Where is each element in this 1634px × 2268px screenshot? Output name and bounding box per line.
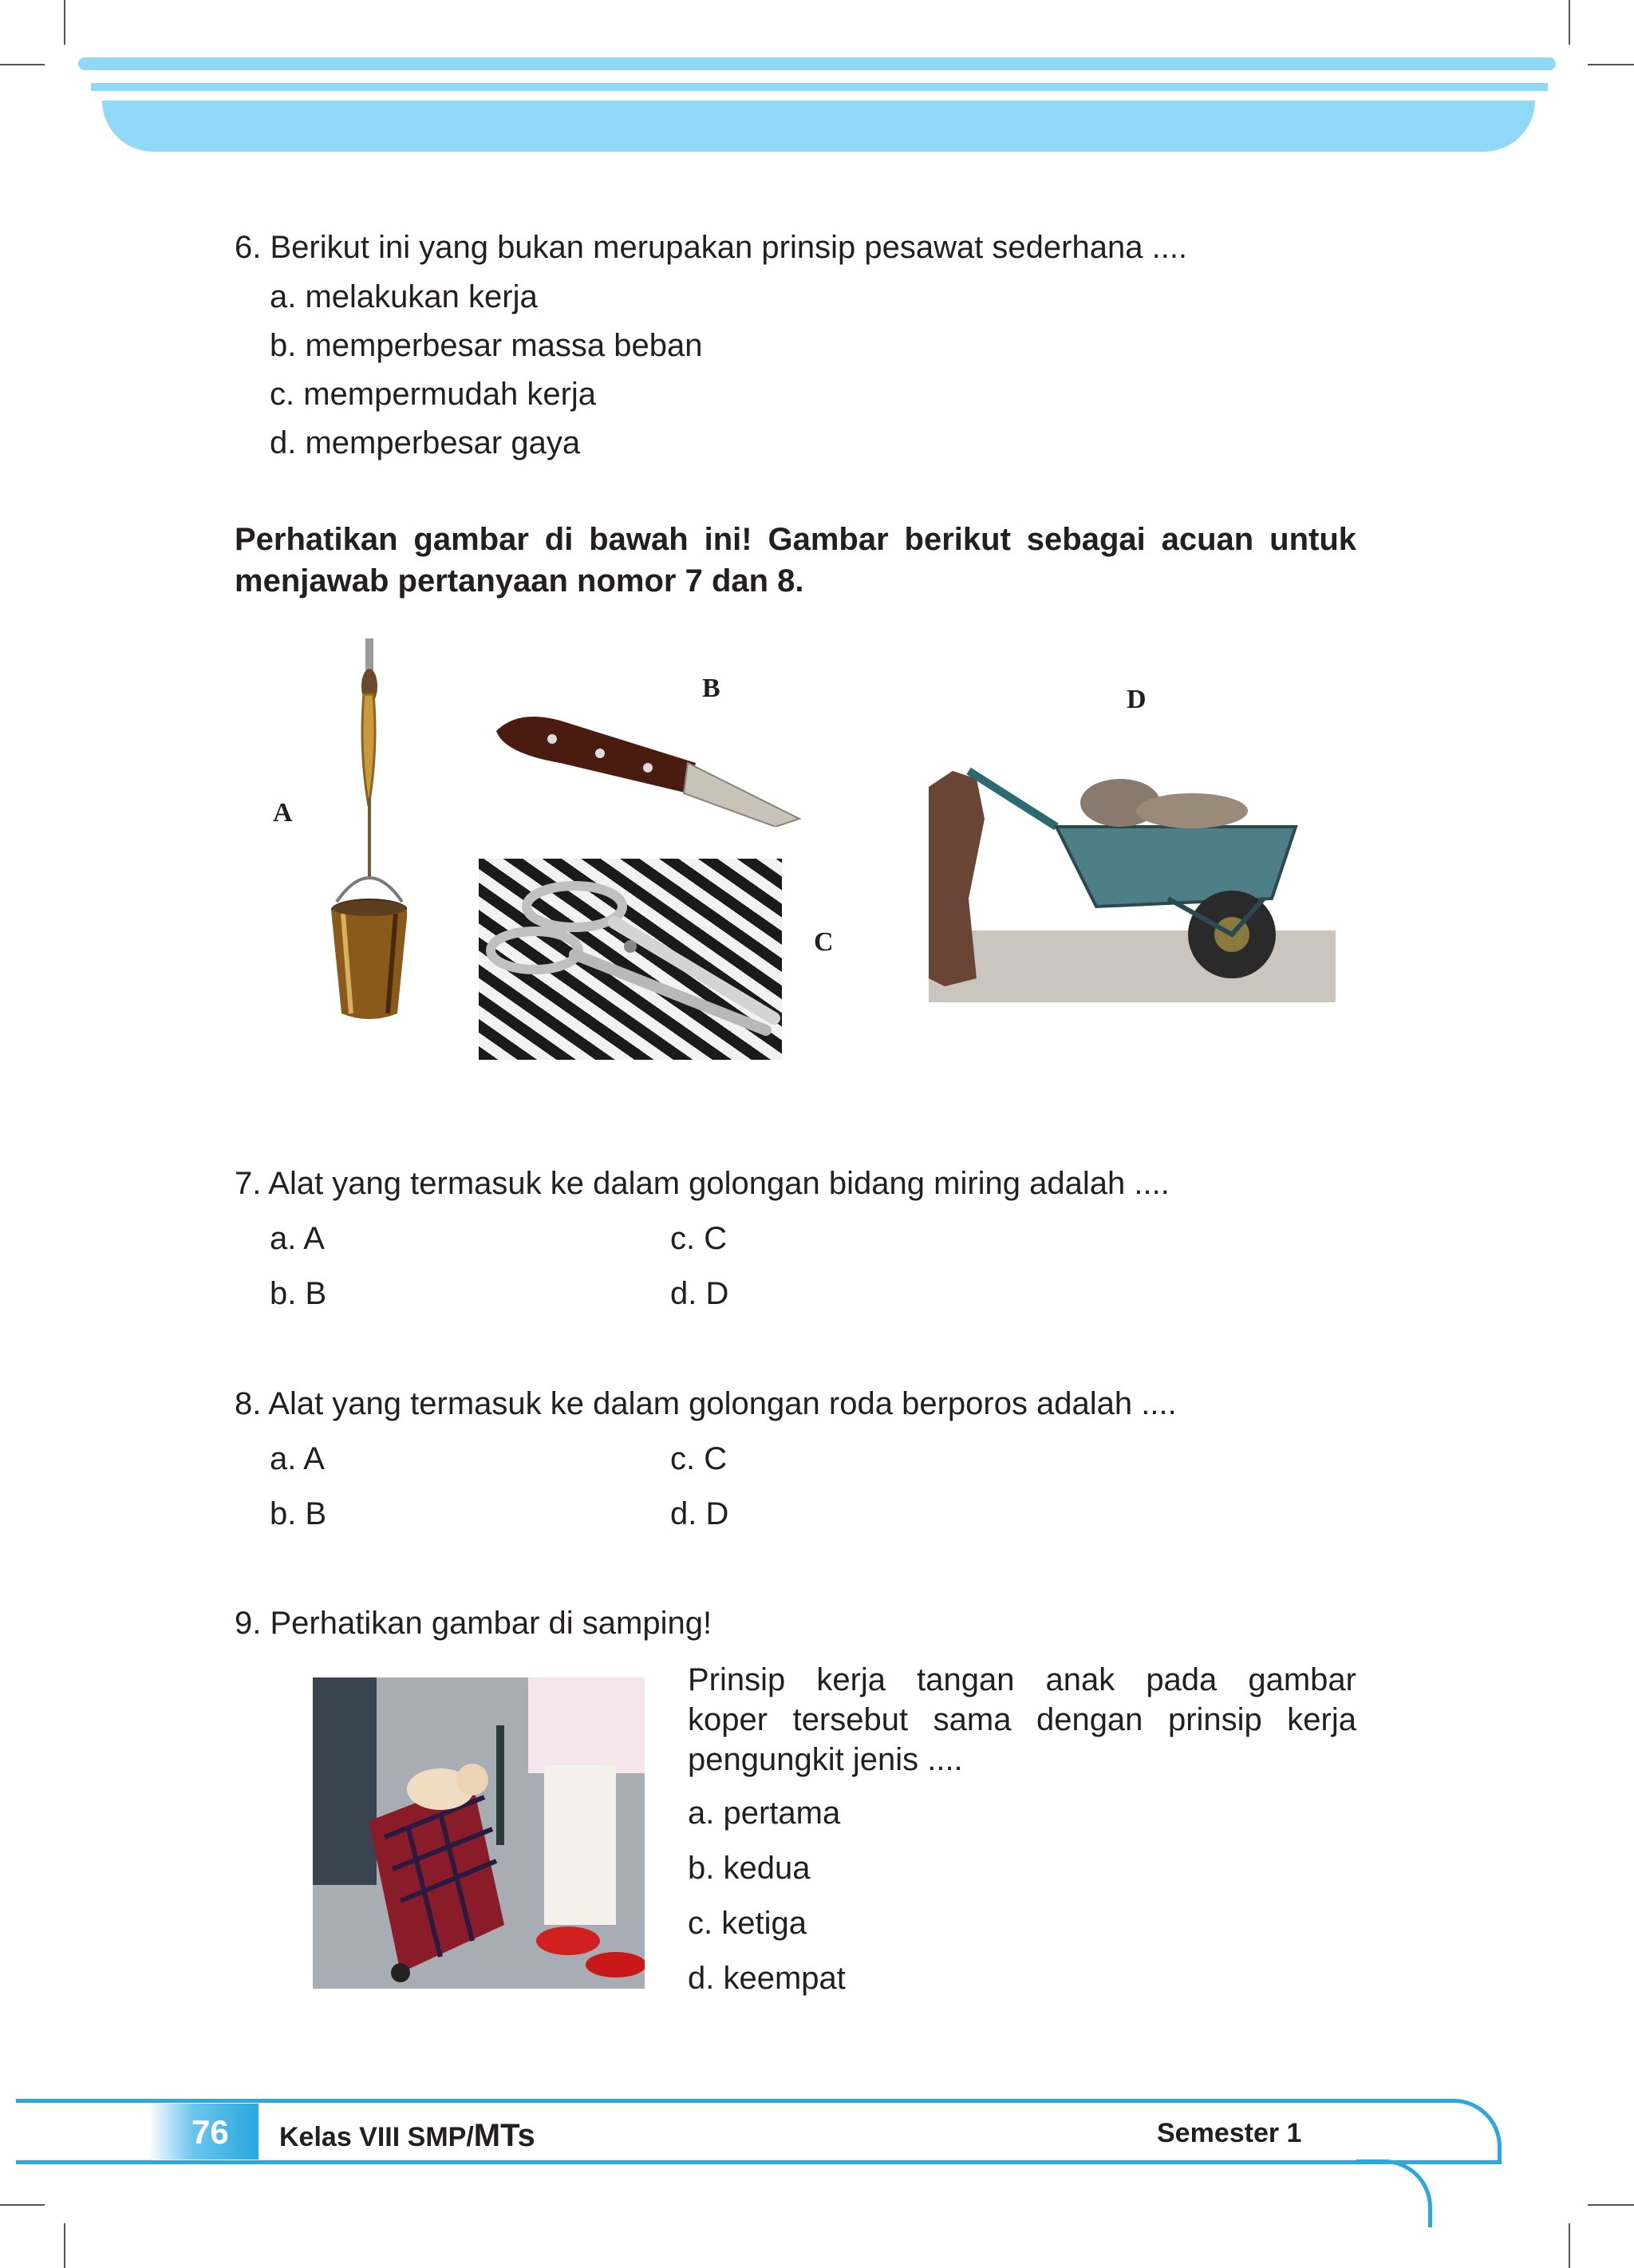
crop-mark: [1569, 0, 1570, 45]
figure-label-b: B: [702, 674, 720, 703]
wheelbarrow-image: [929, 739, 1336, 1002]
scissors-image: [479, 859, 782, 1060]
footer-class-suffix: MTs: [473, 2118, 535, 2153]
question-9-text-line-1: Prinsip kerja tangan anak pada gambar: [688, 1662, 1356, 1697]
figure-simple-machines: [263, 638, 1364, 1069]
bucket-pulley-image: [295, 638, 407, 1029]
footer-semester: Semester 1: [1157, 2118, 1302, 2148]
crop-mark: [64, 0, 65, 45]
question-6-option-d: d. memperbesar gaya: [270, 425, 581, 460]
question-9-text-line-3: pengungkit jenis ....: [688, 1742, 963, 1777]
crop-mark: [0, 2204, 45, 2206]
footer-curve: [1356, 2159, 1432, 2227]
question-7-option-c: c. C: [670, 1221, 728, 1256]
crop-mark: [0, 64, 45, 65]
instruction-line-1: Perhatikan gambar di bawah ini! Gambar berikut sebagai acuan untuk: [235, 522, 1356, 557]
header-band: [91, 83, 1548, 91]
question-6-option-b: b. memperbesar massa beban: [270, 328, 703, 363]
figure-label-a: A: [273, 798, 293, 828]
footer-class: [279, 2118, 535, 2154]
question-7-option-b: b. B: [270, 1276, 327, 1311]
question-9-stem: 9. Perhatikan gambar di samping!: [235, 1606, 712, 1641]
header-band: [102, 101, 1535, 152]
question-9-text: [688, 1660, 1356, 1780]
question-8-option-d: d. D: [670, 1496, 729, 1531]
question-7-option-a: a. A: [270, 1221, 325, 1256]
question-9-option-c: c. ketiga: [688, 1906, 807, 1941]
question-6-stem: 6. Berikut ini yang bukan merupakan prinsip pesawat sederhana ....: [235, 230, 1188, 265]
knife-image: [488, 699, 807, 827]
question-9-text-line-2: koper tersebut sama dengan prinsip kerja: [688, 1702, 1356, 1737]
crop-mark: [1569, 2223, 1570, 2268]
question-7-option-d: d. D: [670, 1276, 729, 1311]
question-6-option-c: c. mempermudah kerja: [270, 377, 597, 412]
instruction-line-2: menjawab pertanyaan nomor 7 dan 8.: [235, 563, 804, 599]
question-8-option-a: a. A: [270, 1441, 325, 1476]
question-9-option-d: d. keempat: [688, 1961, 846, 1996]
question-6-option-a: a. melakukan kerja: [270, 279, 538, 314]
header-band: [78, 57, 1556, 70]
figure-label-c: C: [814, 927, 834, 957]
question-8-stem: 8. Alat yang termasuk ke dalam golongan roda berporos adalah ....: [235, 1386, 1177, 1421]
instruction-text: [235, 519, 1356, 602]
question-9-option-a: a. pertama: [688, 1796, 841, 1831]
suitcase-photo: [313, 1677, 645, 1989]
crop-mark: [1588, 64, 1634, 65]
figure-label-d: D: [1127, 685, 1147, 714]
crop-mark: [64, 2223, 65, 2268]
question-9-option-b: b. kedua: [688, 1851, 811, 1886]
question-8-option-c: c. C: [670, 1441, 728, 1476]
question-7-stem: 7. Alat yang termasuk ke dalam golongan bidang miring adalah ....: [235, 1166, 1170, 1201]
question-8-option-b: b. B: [270, 1496, 327, 1531]
page-number: 76: [191, 2113, 229, 2151]
footer-class-prefix: Kelas VIII SMP/: [279, 2122, 474, 2152]
crop-mark: [1588, 2204, 1634, 2206]
